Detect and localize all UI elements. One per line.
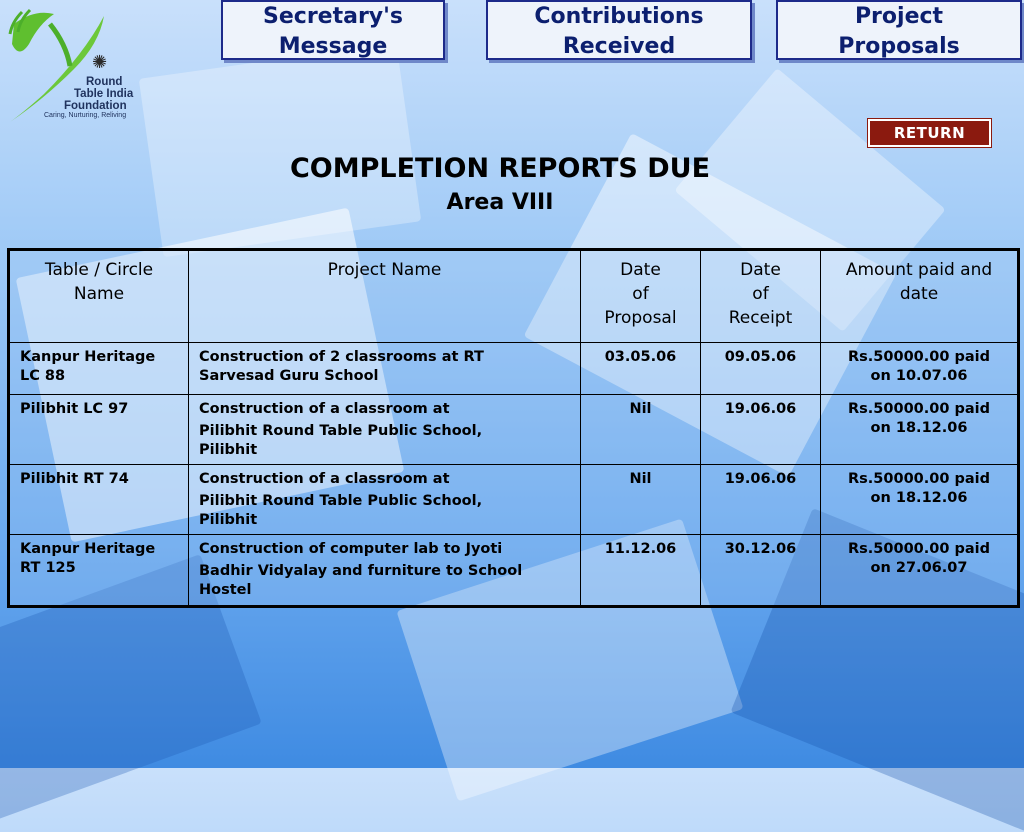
secretarys-message-button[interactable] xyxy=(221,0,445,60)
return-button[interactable]: RETURN xyxy=(868,119,991,147)
cell-proposal-date: 11.12.06 xyxy=(581,535,701,607)
header-date-of-proposal xyxy=(581,250,701,343)
header-text: Project Name xyxy=(327,260,442,280)
cell-text: Pilibhit Round Table Public School, xyxy=(199,493,483,509)
header-text: Table / Circle xyxy=(44,260,154,280)
foundation-logo xyxy=(4,4,154,122)
cell-circle xyxy=(9,535,189,607)
cell-text: Construction of a classroom at xyxy=(199,401,450,417)
header-circle-name xyxy=(9,250,189,343)
header-text: Name xyxy=(73,284,125,304)
table-row xyxy=(9,535,1019,607)
cell-text: on 18.12.06 xyxy=(870,420,968,436)
cell-text: Kanpur Heritage xyxy=(20,541,156,557)
header-text: date xyxy=(899,284,939,304)
cell-text: Construction of a classroom at xyxy=(199,471,450,487)
cell-text: Kanpur Heritage xyxy=(20,349,156,365)
table-row xyxy=(9,343,1019,395)
cell-receipt-date: 19.06.06 xyxy=(701,395,821,465)
cell-proposal-date: Nil xyxy=(581,465,701,535)
cell-text: Rs.50000.00 paid xyxy=(848,541,990,557)
cell-text: Rs.50000.00 paid xyxy=(848,471,990,487)
cell-project xyxy=(189,395,581,465)
contributions-received-button[interactable] xyxy=(486,0,752,60)
cell-receipt-date: 30.12.06 xyxy=(701,535,821,607)
header-text: of xyxy=(632,284,649,304)
table-header-row xyxy=(9,250,1019,343)
cell-text: Sarvesad Guru School xyxy=(199,368,379,384)
logo-text-line3: Foundation xyxy=(64,100,127,112)
header-text: Date xyxy=(740,260,781,280)
cell-text: Pilibhit xyxy=(199,512,258,528)
cell-text: RT 125 xyxy=(20,560,76,576)
cell-receipt-date: 19.06.06 xyxy=(701,465,821,535)
cell-text: Pilibhit xyxy=(199,442,258,458)
header-text: Date xyxy=(620,260,661,280)
header-date-of-receipt xyxy=(701,250,821,343)
cell-project xyxy=(189,535,581,607)
logo-tagline: Caring, Nurturing, Reliving xyxy=(44,112,127,119)
cell-circle xyxy=(9,343,189,395)
wheel-emblem-icon: ✺ xyxy=(92,52,108,73)
cell-text: LC 88 xyxy=(20,368,66,384)
cell-receipt-date: 09.05.06 xyxy=(701,343,821,395)
cell-text: Rs.50000.00 paid xyxy=(848,401,990,417)
header-text: Proposal xyxy=(604,308,677,328)
logo-text-line1: Round xyxy=(86,76,123,88)
nav-label-line2: Proposals xyxy=(838,34,960,59)
cell-project xyxy=(189,465,581,535)
header-text: of xyxy=(752,284,769,304)
header-project-name xyxy=(189,250,581,343)
cell-amount xyxy=(821,535,1019,607)
cell-text: Rs.50000.00 paid xyxy=(848,349,990,365)
cell-text: on 27.06.07 xyxy=(870,560,968,576)
cell-text: on 18.12.06 xyxy=(870,490,968,506)
page-subtitle: Area VIII xyxy=(446,190,554,215)
cell-amount xyxy=(821,465,1019,535)
nav-label-line2: Message xyxy=(278,34,388,59)
logo-text-line2: Table India xyxy=(74,88,134,100)
cell-circle xyxy=(9,395,189,465)
page-title: COMPLETION REPORTS DUE xyxy=(289,153,711,184)
cell-text: Pilibhit LC 97 xyxy=(20,401,129,417)
cell-amount xyxy=(821,395,1019,465)
header-text: Receipt xyxy=(728,308,793,328)
cell-text: on 10.07.06 xyxy=(870,368,968,384)
cell-text: Pilibhit RT 74 xyxy=(20,471,129,487)
cell-proposal-date: Nil xyxy=(581,395,701,465)
nav-label-line1: Contributions xyxy=(534,4,704,29)
nav-label-line1: Secretary's xyxy=(263,4,403,29)
project-proposals-button[interactable] xyxy=(776,0,1022,60)
cell-text: Pilibhit Round Table Public School, xyxy=(199,423,483,439)
nav-label-line2: Received xyxy=(562,34,676,59)
cell-text: Badhir Vidyalay and furniture to School xyxy=(199,563,523,579)
completion-reports-table xyxy=(7,248,1020,608)
cell-text: Construction of computer lab to Jyoti xyxy=(199,541,503,557)
cell-text: Hostel xyxy=(199,582,252,598)
cell-amount xyxy=(821,343,1019,395)
header-amount-paid xyxy=(821,250,1019,343)
table-row xyxy=(9,395,1019,465)
cell-proposal-date: 03.05.06 xyxy=(581,343,701,395)
cell-project xyxy=(189,343,581,395)
table-row xyxy=(9,465,1019,535)
nav-label-line1: Project xyxy=(854,4,944,29)
header-text: Amount paid and xyxy=(845,260,993,280)
cell-circle xyxy=(9,465,189,535)
cell-text: Construction of 2 classrooms at RT xyxy=(199,349,484,365)
